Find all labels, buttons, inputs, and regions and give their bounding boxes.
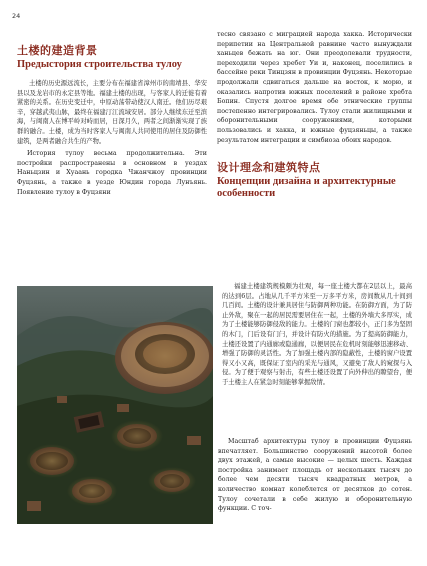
paragraph-ru: История тулоу весьма продолжительна. Эти постройки распространены в основном в уездах Наньцзин и Хуаань городка Чжанчжоу провинции Фуцзянь, а также в уезде Юндин города Лунъянь. Появление тулоу в Фуцзяни [17,150,207,196]
section-design [217,159,412,200]
section-heading-ru-2: Концепции дизайна и архитектурные особенности [217,176,396,200]
left-column [17,30,207,197]
tulou-aerial-photo [17,286,213,524]
section-heading-zh-2: 设计理念和建筑特点 [217,161,321,175]
paragraph-ru-2: Масштаб архитектуры тулоу в провинции Фуцзянь впечатляет. Большинство сооружений высотой более двух этажей, а самые высокие — целых шесть. Каждая постройка занимает площадь от нескольких тысяч до более чем десяти тысяч квадратных метров, а количество комнат колеблется от десятков до сотен. Тулоу сочетали в себе жилую и оборонительную функции. С точ- [218,438,412,513]
section-heading-zh: 土楼的建造背景 [17,44,98,57]
paragraph-ru-continued: тесно связано с миграцией народа хакка. Исторически перипетии на Центральной равнине часто вынуждали ханьцев бежать на юг. Они преодолевали трудности, переходили через хребет Уи и, наконец, поселились в бассейне реки Тинцзян в провинции Фуцзянь. Некоторые продолжали сдвигаться дальше на восток, к морю, и оказались напротив южных поселений в районе хребта Бопин. Спустя долгое время обе этнические группы постепенно интегрировались. Тулоу стали жилищными и оборонительными сооружениями, которыми пользовались и хакка, и южные фуцзяньцы, а также результатом интеграции и симбиоза обоих народов. [217,31,412,144]
right-column [217,30,412,208]
text-beside-photo [222,282,412,388]
page-number: 24 [12,12,21,20]
section-heading-ru: Предыстория строительства тулоу [17,59,182,70]
paragraph-zh: 土楼的历史源远流长，主要分布在福建省漳州市的南靖县、华安县以及龙岩市的永定县等地。福建土楼的出现，与客家人的迁徙有着紧密的关系。在历史变迁中，中原动荡带动使汉人南迁。他们历尽艰辛，穿越武夷山脉，最终在福建汀江流域安居。部分人继续东迁至滨海，与闽南人在博平岭对峙而居，日深月久，两者之间渐渐实现了族群的融合。土楼，成为当时客家人与闽南人共同使用的居住及防御性建筑，是两者融合共生的产物。 [17,80,207,145]
bottom-right-text [218,437,412,514]
paragraph-zh-2: 福建土楼建筑规模颇为壮观，每一座土楼大都在2层以上，最高的达到6层。占地从几千平方米至一万多平方米，房间数从几十间到几百间。土楼的设计兼具居住与防御两种功能。在防御方面，为了防止外敌，聚在一起的居民需要居住在一起，土楼的外墙大多厚实，成为了土楼能够防御侵敌的能力。土楼的门窗也都较小，正门多为坚固的木门，门后设有门闩，并设计有防火的措施。为了提高防御能力，土楼还设置了内通廊或隐通廊，以便居民在危机时刻能够迅速移动、增强了防御的灵活性。为了加强土楼内部的隐蔽性，土楼的窗户设置得又小又高，既保证了室内的采光与通风，又避免了敌人的窥探与入侵。为了便于观察与射击，有些土楼还设置了向外伸出的瞭望台，便于土楼主人在紧急时刻能够掌握敌情。 [222,283,412,386]
